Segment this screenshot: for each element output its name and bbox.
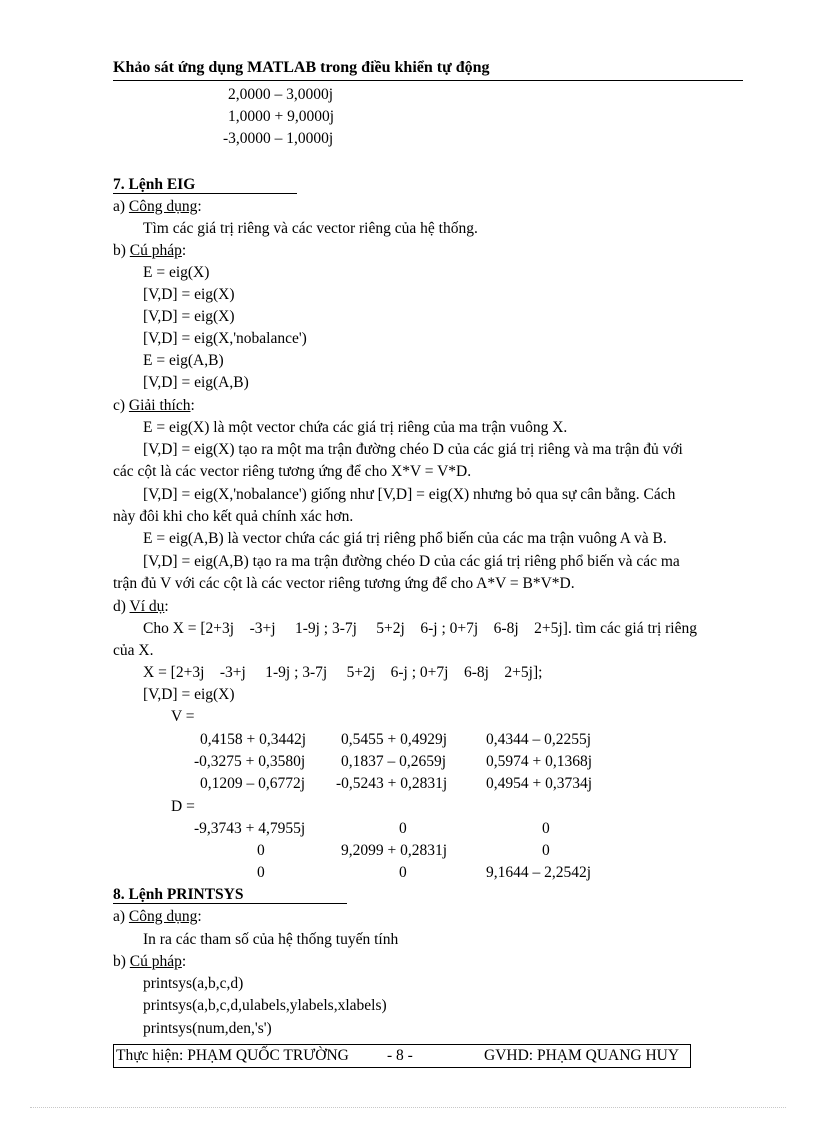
d-cell-1-1: -9,3743 + 4,7955j <box>194 820 306 837</box>
d-cell-1-2: 0 <box>399 820 407 837</box>
section-8-title: 8. Lệnh PRINTSYS <box>113 886 244 903</box>
d-cell-1-3: 0 <box>542 820 550 837</box>
example-line-2: của X. <box>113 642 154 659</box>
page-footer <box>113 1044 691 1068</box>
section-7-title: 7. Lệnh EIG <box>113 176 196 193</box>
d-cell-2-3: 0 <box>542 842 550 859</box>
footer-author: Thực hiện: PHẠM QUỐC TRƯỜNG <box>116 1047 349 1064</box>
d-matrix-label: D = <box>171 798 195 815</box>
v-cell-2-1: -0,3275 + 0,3580j <box>194 753 306 770</box>
example-line-4: [V,D] = eig(X) <box>143 686 235 703</box>
syntax-line-5: E = eig(A,B) <box>143 352 224 369</box>
explain-line-8: trận đủ V với các cột là các vector riêng tương ứng để cho A*V = B*V*D. <box>113 575 575 592</box>
v-cell-1-1: 0,4158 + 0,3442j <box>200 731 307 748</box>
section-7-rule <box>113 193 297 194</box>
v-cell-1-2: 0,5455 + 0,4929j <box>341 731 448 748</box>
prev-value-1: 2,0000 – 3,0000j <box>228 86 334 103</box>
d-cell-3-2: 0 <box>399 864 407 881</box>
header-rule <box>113 80 743 81</box>
example-line-3: X = [2+3j -3+j 1-9j ; 3-7j 5+2j 6-j ; 0+7j 6-8j 2+5j]; <box>143 664 543 681</box>
syntax-line-4: [V,D] = eig(X,'nobalance') <box>143 330 307 347</box>
explain-line-3: các cột là các vector riêng tương ứng để cho X*V = V*D. <box>113 463 472 480</box>
v-cell-2-2: 0,1837 – 0,2659j <box>341 753 447 770</box>
sec7-a-heading: a) Công dụng: <box>113 198 202 215</box>
explain-line-7: [V,D] = eig(A,B) tạo ra ma trận đường chéo D của các giá trị riêng phổ biến và các ma <box>143 553 680 570</box>
syntax-line-2: [V,D] = eig(X) <box>143 286 235 303</box>
printsys-syntax-3: printsys(num,den,'s') <box>143 1020 272 1037</box>
sec7-d-heading: d) Ví dụ: <box>113 598 169 615</box>
sec8-a-text: In ra các tham số của hệ thống tuyến tính <box>143 931 399 948</box>
example-line-1: Cho X = [2+3j -3+j 1-9j ; 3-7j 5+2j 6-j ; 0+7j 6-8j 2+5j]. tìm các giá trị riêng <box>143 620 697 637</box>
section-8-rule <box>113 903 347 904</box>
printsys-syntax-1: printsys(a,b,c,d) <box>143 975 244 992</box>
v-cell-3-2: -0,5243 + 0,2831j <box>336 775 448 792</box>
v-cell-1-3: 0,4344 – 0,2255j <box>486 731 592 748</box>
footer-page-number: - 8 - <box>387 1047 413 1064</box>
explain-line-5: này đôi khi cho kết quả chính xác hơn. <box>113 508 354 525</box>
page-bottom-dotted-rule <box>30 1107 786 1108</box>
prev-value-2: 1,0000 + 9,0000j <box>228 108 335 125</box>
syntax-line-6: [V,D] = eig(A,B) <box>143 374 249 391</box>
sec8-b-heading: b) Cú pháp: <box>113 953 187 970</box>
sec7-c-heading: c) Giải thích: <box>113 397 195 414</box>
prev-value-3: -3,0000 – 1,0000j <box>223 130 334 147</box>
v-matrix-label: V = <box>171 708 195 725</box>
v-cell-3-3: 0,4954 + 0,3734j <box>486 775 593 792</box>
sec8-a-heading: a) Công dụng: <box>113 908 202 925</box>
syntax-line-3: [V,D] = eig(X) <box>143 308 235 325</box>
sec7-a-text: Tìm các giá trị riêng và các vector riêng của hệ thống. <box>143 220 478 237</box>
d-cell-2-1: 0 <box>257 842 265 859</box>
explain-line-2: [V,D] = eig(X) tạo ra một ma trận đường chéo D của các giá trị riêng và ma trận đủ với <box>143 441 683 458</box>
footer-advisor: GVHD: PHẠM QUANG HUY <box>484 1047 680 1064</box>
explain-line-1: E = eig(X) là một vector chứa các giá trị riêng của ma trận vuông X. <box>143 419 568 436</box>
v-cell-2-3: 0,5974 + 0,1368j <box>486 753 593 770</box>
printsys-syntax-2: printsys(a,b,c,d,ulabels,ylabels,xlabels) <box>143 997 387 1014</box>
d-cell-3-1: 0 <box>257 864 265 881</box>
sec7-b-heading: b) Cú pháp: <box>113 242 187 259</box>
d-cell-3-3: 9,1644 – 2,2542j <box>486 864 592 881</box>
page-header-title: Khảo sát ứng dụng MATLAB trong điều khiển tự động <box>113 59 490 76</box>
syntax-line-1: E = eig(X) <box>143 264 210 281</box>
explain-line-4: [V,D] = eig(X,'nobalance') giống như [V,D] = eig(X) nhưng bỏ qua sự cân bằng. Cách <box>143 486 676 503</box>
explain-line-6: E = eig(A,B) là vector chứa các giá trị riêng phổ biến của các ma trận vuông A và B. <box>143 530 667 547</box>
d-cell-2-2: 9,2099 + 0,2831j <box>341 842 448 859</box>
v-cell-3-1: 0,1209 – 0,6772j <box>200 775 306 792</box>
